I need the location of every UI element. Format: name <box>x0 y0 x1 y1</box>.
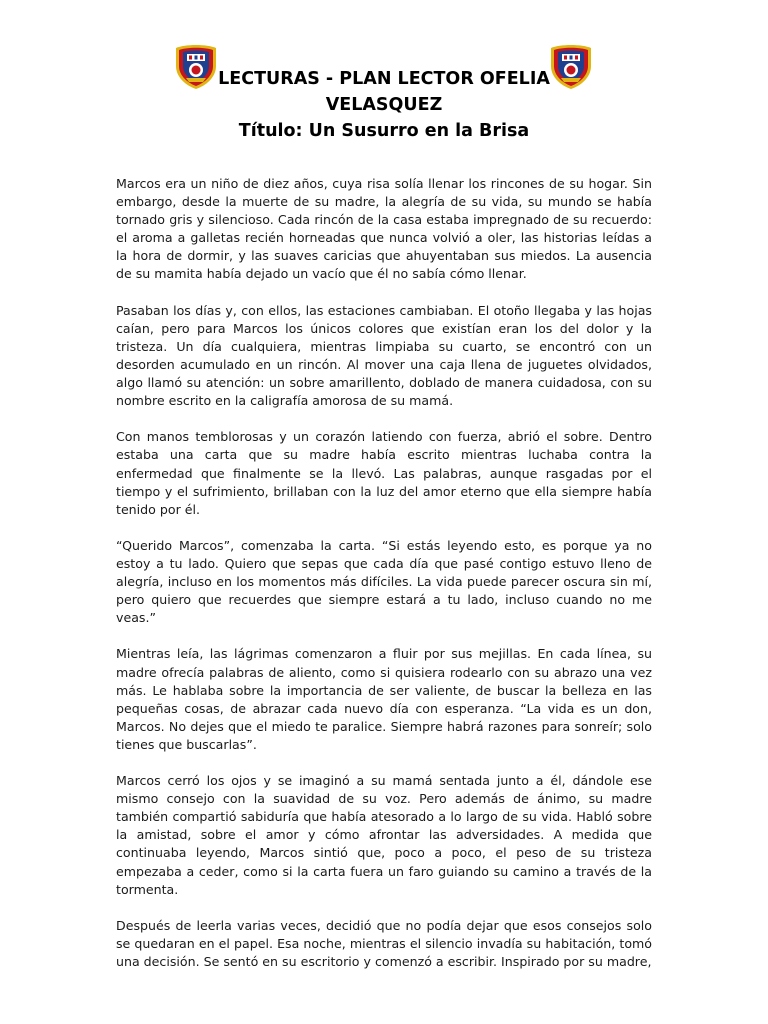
story-paragraph: Marcos era un niño de diez años, cuya risa solía llenar los rincones de su hogar. Sin embargo, desde la muerte de su madre, la alegría de su vida, su mundo se había tornado gris y silencioso. Cada rincón de la casa estaba impregnado de su recuerdo: el aroma a galletas recién horneadas que nunca volvió a oler, las historias leídas a la hora de dormir, y las suaves caricias que ahuyentaban sus miedos. La ausencia de su mamita había dejado un vacío que él no sabía cómo llenar. <box>116 176 652 282</box>
story-paragraph: Después de leerla varias veces, decidió que no podía dejar que esos consejos solo se quedaran en el papel. Esa noche, mientras el silencio invadía su habitación, tomó una decisión. Se sentó en su escritorio y comenzó a escribir. Inspirado por su madre, <box>116 917 652 970</box>
story-body <box>116 175 652 989</box>
document-title-line-1: LECTURAS - PLAN LECTOR OFELIA <box>218 69 550 89</box>
story-title: Título: Un Susurro en la Brisa <box>238 121 530 141</box>
story-paragraph: Mientras leía, las lágrimas comenzaron a fluir por sus mejillas. En cada línea, su madre ofrecía palabras de aliento, como si quisiera rodearlo con su abrazo una vez más. Le hablaba sobre la importancia de ser valiente, de buscar la belleza en las pequeñas cosas, de abrazar cada nuevo día con esperanza. “La vida es un don, Marcos. No dejes que el miedo te paralice. Siempre habrá razones para sonreír; solo tienes que buscarlas”. <box>116 646 652 752</box>
document-title-line-2: VELASQUEZ <box>325 95 443 115</box>
story-paragraph: Con manos temblorosas y un corazón latiendo con fuerza, abrió el sobre. Dentro estaba una carta que su madre había escrito mientras luchaba contra la enfermedad que finalmente se la llevó. Las palabras, aunque rasgadas por el tiempo y el sufrimiento, brillaban con la luz del amor eterno que ella siempre había tenido por él. <box>116 429 652 517</box>
story-paragraph: Marcos cerró los ojos y se imaginó a su mamá sentada junto a él, dándole ese mismo consejo con la suavidad de su voz. Pero además de ánimo, su madre también compartió sabiduría que había atesorado a lo largo de su vida. Habló sobre la amistad, sobre el amor y cómo afrontar las adversidades. A medida que continuaba leyendo, Marcos sintió que, poco a poco, el peso de su tristeza empezaba a ceder, como si la carta fuera un faro guiando su camino a través de la tormenta. <box>116 773 652 897</box>
story-paragraph: “Querido Marcos”, comenzaba la carta. “Si estás leyendo esto, es porque ya no estoy a tu lado. Quiero que sepas que cada día que pasé contigo estuvo lleno de alegría, incluso en los momentos más difíciles. La vida puede parecer oscura sin mí, pero quiero que recuerdes que siempre estará a tu lado, incluso cuando no me veas.” <box>116 537 652 626</box>
story-paragraph: Pasaban los días y, con ellos, las estaciones cambiaban. El otoño llegaba y las hojas caían, pero para Marcos los únicos colores que existían eran los del dolor y la tristeza. Un día cualquiera, mientras limpiaba su cuarto, se encontró con un desorden acumulado en un rincón. Al mover una caja llena de juguetes olvidados, algo llamó su atención: un sobre amarillento, doblado de manera cuidadosa, con su nombre escrito en la caligrafía amorosa de su mamá. <box>116 302 652 409</box>
document-header <box>160 66 608 144</box>
